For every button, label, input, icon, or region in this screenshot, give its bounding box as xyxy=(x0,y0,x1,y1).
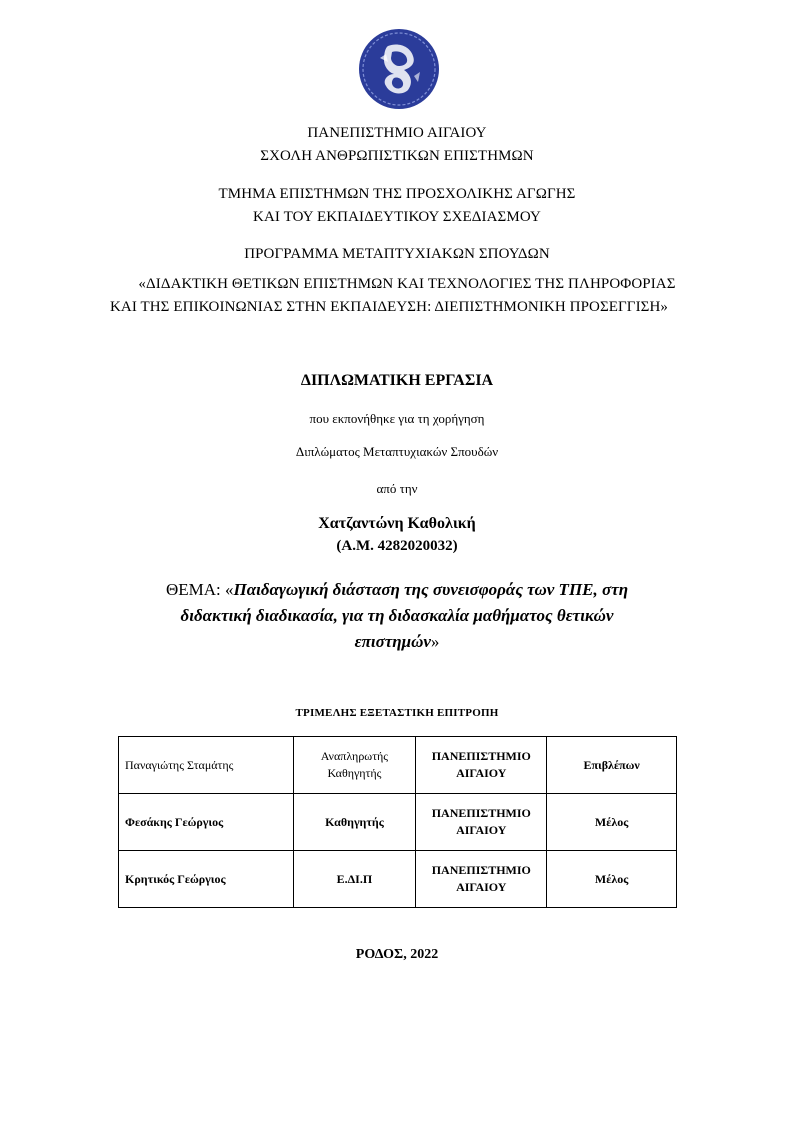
program-title-line-2: ΚΑΙ ΤΗΣ ΕΠΙΚΟΙΝΩΝΙΑΣ ΣΤΗΝ ΕΚΠΑΙΔΕΥΣΗ: ΔΙΕΠΙΣΤΗΜΟΝΙΚΗ ΠΡΟΣΕΓΓΙΣΗ» xyxy=(109,299,669,315)
university-name: ΠΑΝΕΠΙΣΤΗΜΙΟ ΑΙΓΑΙΟΥ xyxy=(307,125,487,141)
theme-close: » xyxy=(430,632,440,651)
member-rank-line-1: Αναπληρωτής xyxy=(320,749,389,763)
thesis-title: ΔΙΠΛΩΜΑΤΙΚΗ ΕΡΓΑΣΙΑ xyxy=(300,372,494,389)
department-line-1: ΤΜΗΜΑ ΕΠΙΣΤΗΜΩΝ ΤΗΣ ΠΡΟΣΧΟΛΙΚΗΣ ΑΓΩΓΗΣ xyxy=(218,186,576,202)
table-row xyxy=(119,794,677,851)
theme-line-3 xyxy=(0,632,794,652)
member-institution-line-2: ΑΙΓΑΙΟΥ xyxy=(456,766,507,780)
member-rank-line-1: Ε.ΔΙ.Π xyxy=(336,871,373,886)
theme-line-1 xyxy=(0,580,794,600)
committee-table xyxy=(118,736,677,908)
registration-number: (Α.Μ. 4282020032) xyxy=(336,538,458,554)
member-rank-line-2: Καθηγητής xyxy=(327,766,382,780)
department-line-2: ΚΑΙ ΤΟΥ ΕΚΠΑΙΔΕΥΤΙΚΟΥ ΣΧΕΔΙΑΣΜΟΥ xyxy=(253,209,541,225)
committee-heading: ΤΡΙΜΕΛΗΣ ΕΞΕΤΑΣΤΙΚΗ ΕΠΙΤΡΟΠΗ xyxy=(295,707,499,719)
university-seal-icon xyxy=(358,28,440,110)
member-institution-line-1: ΠΑΝΕΠΙΣΤΗΜΙΟ xyxy=(431,749,531,763)
thesis-subtitle-2: Διπλώματος Μεταπτυχιακών Σπουδών xyxy=(295,444,499,459)
member-institution xyxy=(416,794,547,851)
member-name: Φεσάκης Γεώργιος xyxy=(119,794,294,851)
theme-label: ΘΕΜΑ: « xyxy=(165,580,234,599)
member-name: Παναγιώτης Σταμάτης xyxy=(119,737,294,794)
theme-line-2: διδακτική διαδικασία, για τη διδασκαλία μαθήματος θετικών xyxy=(180,606,614,625)
member-institution-line-2: ΑΙΓΑΙΟΥ xyxy=(456,880,507,894)
member-rank-line-1: Καθηγητής xyxy=(325,814,384,829)
member-institution-line-1: ΠΑΝΕΠΙΣΤΗΜΙΟ xyxy=(431,806,531,820)
thesis-subtitle-3: από την xyxy=(376,481,418,496)
member-rank xyxy=(293,794,416,851)
theme-text-3: επιστημών xyxy=(354,632,431,651)
member-role: Επιβλέπων xyxy=(547,737,677,794)
thesis-subtitle-1: που εκπονήθηκε για τη χορήγηση xyxy=(309,411,485,426)
place-date: ΡΟΔΟΣ, 2022 xyxy=(355,947,439,962)
member-institution-line-2: ΑΙΓΑΙΟΥ xyxy=(456,823,507,837)
member-role: Μέλος xyxy=(547,851,677,908)
program-title-line-1: «ΔΙΔΑΚΤΙΚΗ ΘΕΤΙΚΩΝ ΕΠΙΣΤΗΜΩΝ ΚΑΙ ΤΕΧΝΟΛΟΓΙΕΣ ΤΗΣ ΠΛΗΡΟΦΟΡΙΑΣ xyxy=(138,276,676,292)
member-rank xyxy=(293,851,416,908)
member-institution-line-1: ΠΑΝΕΠΙΣΤΗΜΙΟ xyxy=(431,863,531,877)
member-institution xyxy=(416,851,547,908)
table-row xyxy=(119,851,677,908)
table-row xyxy=(119,737,677,794)
member-institution xyxy=(416,737,547,794)
theme-text-1: Παιδαγωγική διάσταση της συνεισφοράς των ΤΠΕ, στη xyxy=(233,580,629,599)
author-name: Χατζαντώνη Καθολική xyxy=(318,515,476,532)
program-name: ΠΡΟΓΡΑΜΜΑ ΜΕΤΑΠΤΥΧΙΑΚΩΝ ΣΠΟΥΔΩΝ xyxy=(244,246,550,262)
member-role: Μέλος xyxy=(547,794,677,851)
member-rank xyxy=(293,737,416,794)
school-name: ΣΧΟΛΗ ΑΝΘΡΩΠΙΣΤΙΚΩΝ ΕΠΙΣΤΗΜΩΝ xyxy=(260,148,534,164)
member-name: Κρητικός Γεώργιος xyxy=(119,851,294,908)
